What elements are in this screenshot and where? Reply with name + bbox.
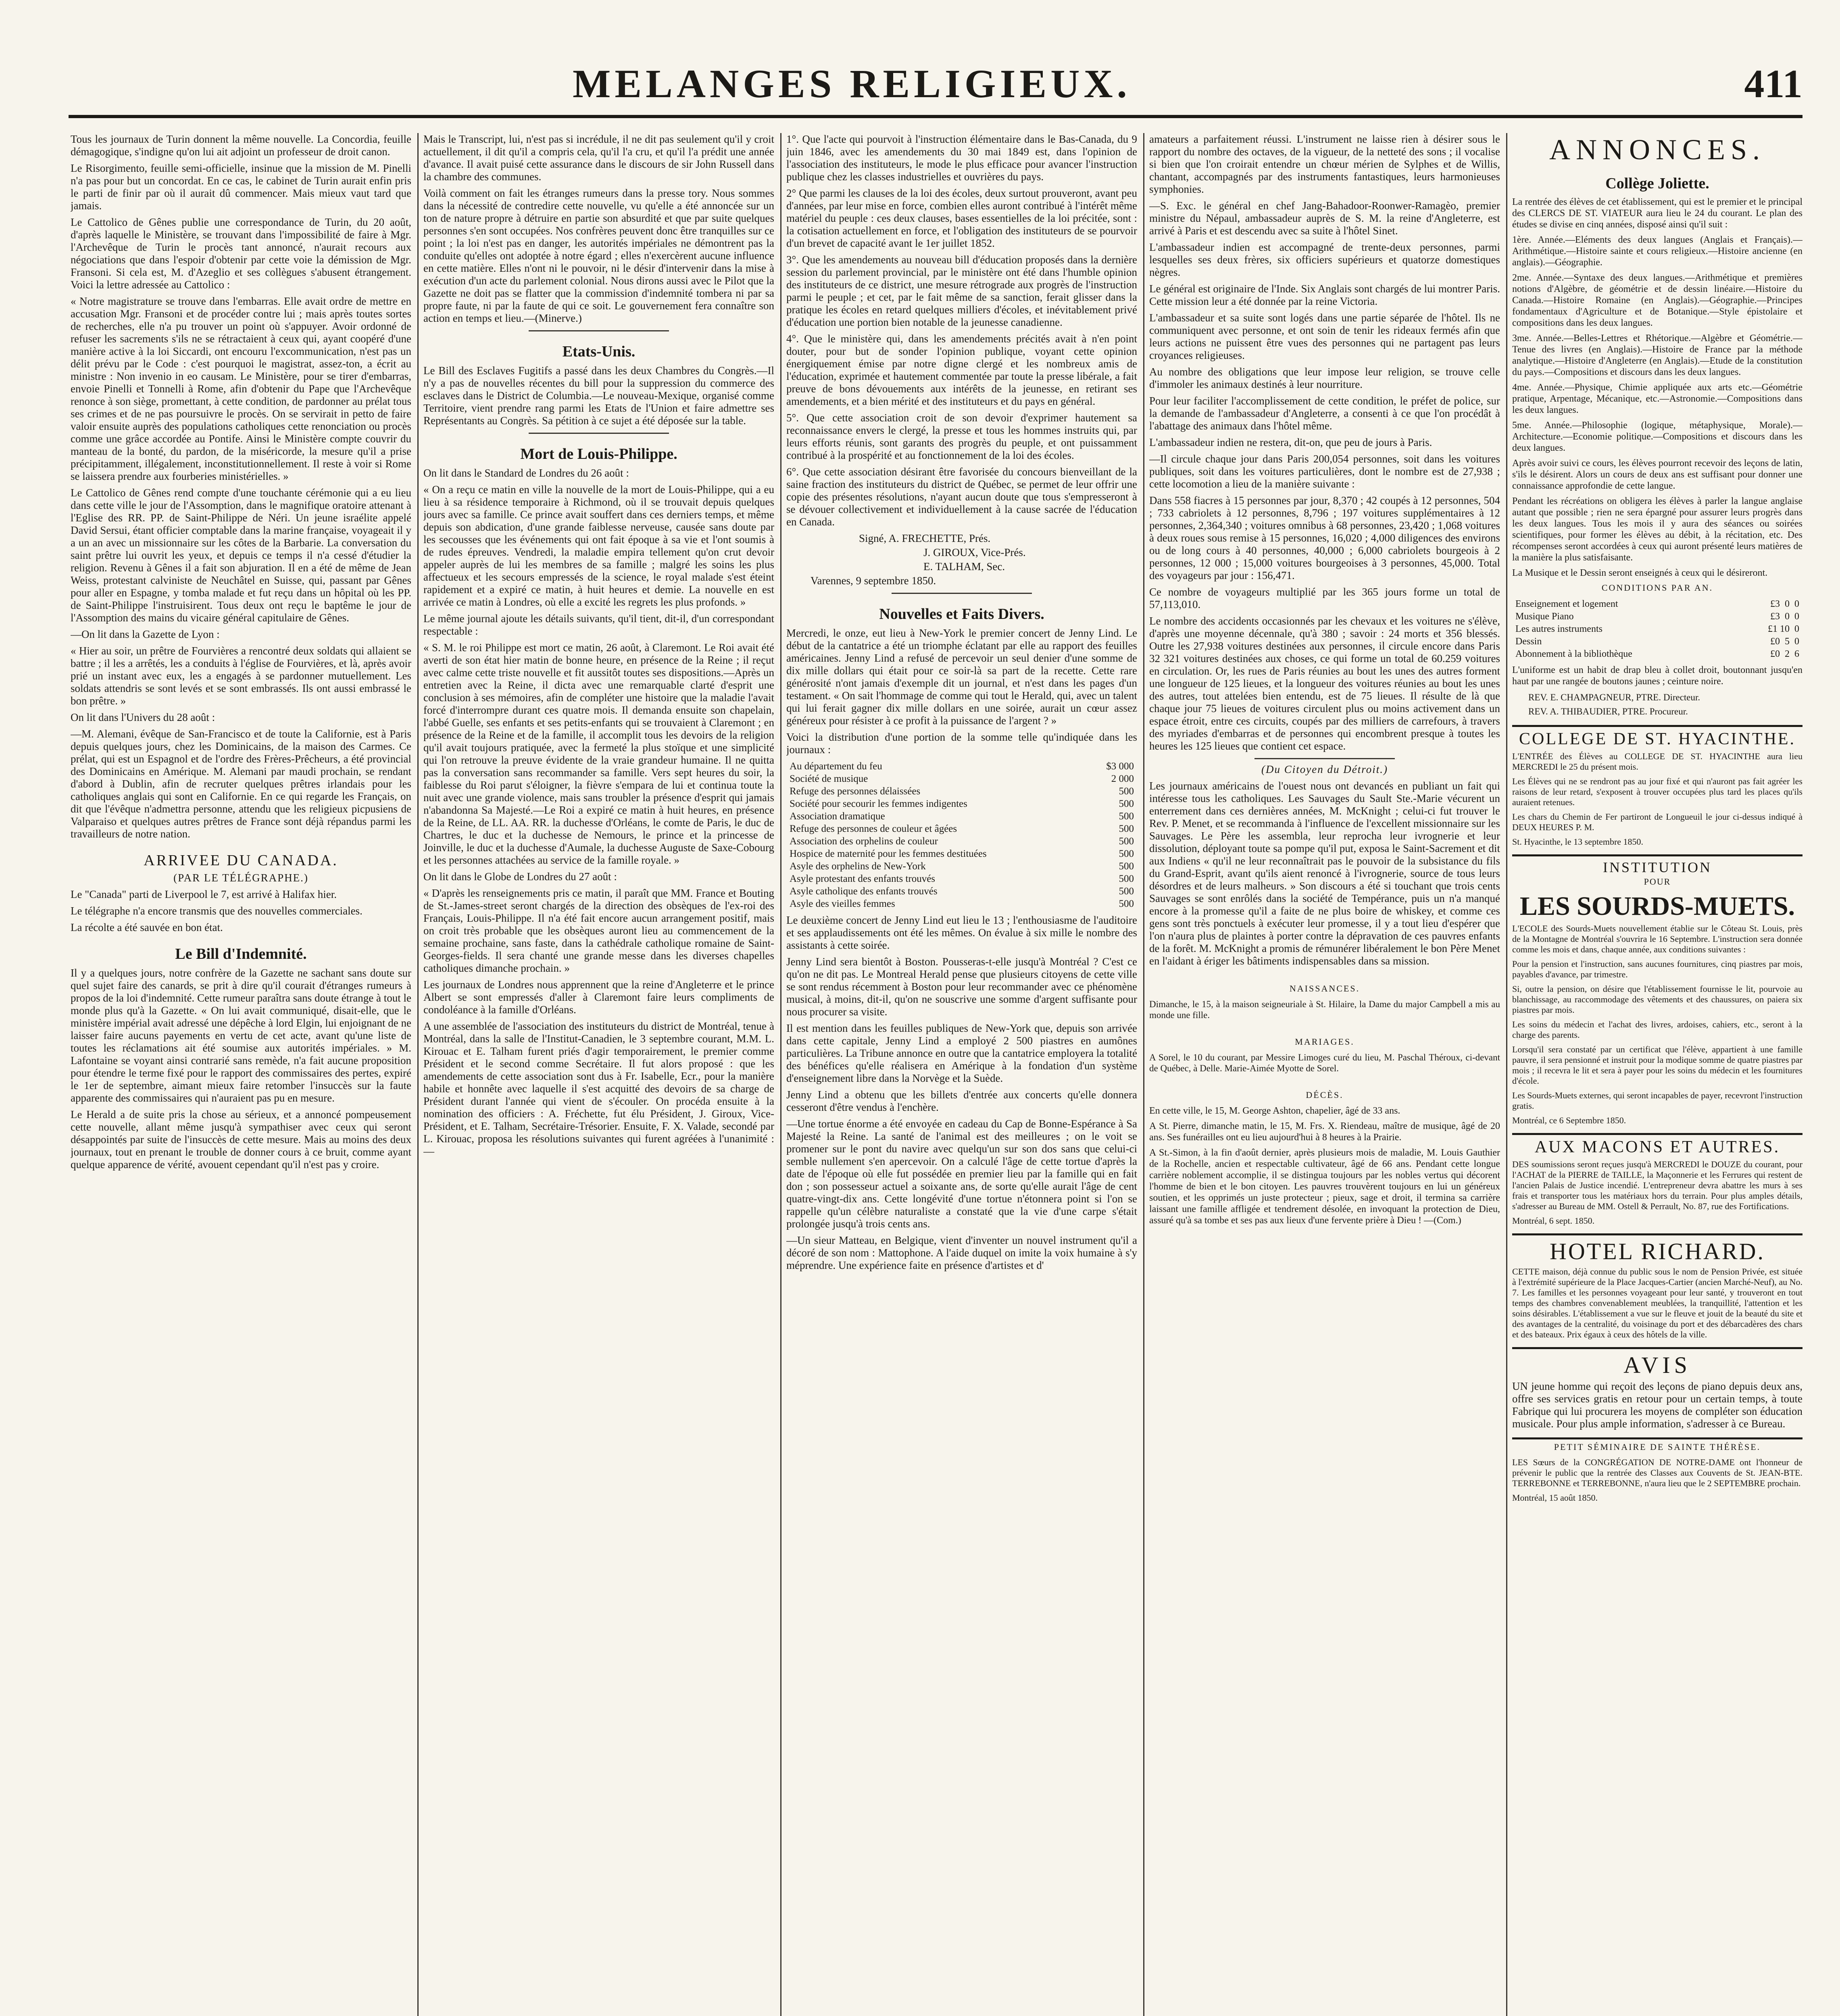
row-value: 500	[1119, 811, 1134, 822]
petit-seminaire-title: PETIT SÉMINAIRE DE SAINTE THÉRÈSE.	[1554, 1442, 1761, 1452]
paragraph: L'ambassadeur indien est accompagné de trente-deux personnes, parmi lesquelles ses deux frères, six officiers supérieurs et quatorze domestiques nègres.	[1149, 241, 1500, 278]
paragraph: « S. M. le roi Philippe est mort ce matin, 26 août, à Claremont. Le Roi avait été averti de son état hier matin de bonne heure, en présence de la Reine ; il reçut avec calme cette triste nouvelle et fit aussitôt toutes ses dispositions.—Après un entretien avec la Reine, il dicta avec une remarquable clarté d'esprit une conclusion à ses mémoires, afin de compléter une histoire que la maladie l'avait forcé d'interrompre durant ces quatre mois. Il demanda ensuite son chapelain, l'abbé Guelle, ses enfants et ses petits-enfants qui se trouvaient à Claremont ; en présence de la Reine et de la famille, il accomplit tous les devoirs de la religion qu'il avait toujours pratiquée, avec la fermeté la plus stoïque et une simplicité qui l'on retrouve la preuve évidente de la vraie grandeur humaine. Il ne quitta pas la conversation sans recommander sa famille. Vers sept heures du soir, la faiblesse du Roi parut s'éloigner, la fièvre s'empara de lui et continua toute la nuit avec une grande violence, mais sans troubler la présence d'esprit qui jamais n'abandonna Sa Majesté.—Le Roi a expiré ce matin à huit heures, en présence de la Reine, de LL. AA. RR. la duchesse d'Orléans, le comte de Paris, le duc de Chartres, le duc et la duchesse de Nemours, le prince et la princesse de Joinville, le duc et la duchesse d'Aumale, la duchesse Auguste de Saxe-Cobourg et les personnes attachées au service de la famille royale. »	[423, 641, 774, 866]
institution-title: INSTITUTION	[1603, 859, 1712, 875]
table-row	[786, 898, 1137, 910]
faits-title: Nouvelles et Faits Divers.	[879, 606, 1044, 623]
row-label: Société de musique	[790, 773, 868, 784]
mort-title: Mort de Louis-Philippe.	[520, 446, 677, 462]
paragraph: Le général est originaire de l'Inde. Six Anglais sont chargés de lui montrer Paris. Cette mission leur a été donnée par la reine Victoria.	[1149, 283, 1500, 307]
paragraph: Si, outre la pension, on désire que l'établissement fournisse le lit, pourvoie au blanchissage, au raccommodage des vêtements et des chaussures, on paiera six piastres par mois.	[1512, 984, 1802, 1015]
table-row	[786, 860, 1137, 873]
paragraph: La rentrée des élèves de cet établissement, qui est le premier et le principal des CLERCS DE ST. VIATEUR aura lieu le 24 du courant. Le plan des études se divise en cinq années, disposé ainsi qu'il suit :	[1512, 197, 1802, 230]
table-row	[786, 785, 1137, 798]
header-rule	[69, 115, 1802, 118]
paragraph: Le télégraphe n'a encore transmis que des nouvelles commerciales.	[71, 905, 363, 917]
column-3	[786, 133, 1137, 2016]
table-row	[1512, 598, 1802, 610]
paragraph: 5me. Année.—Philosophie (logique, métaphysique, Morale).—Architecture.—Economie politique.—Compositions et discours dans les deux langues.	[1512, 420, 1802, 453]
paragraph: Les Sourds-Muets externes, qui seront incapables de payer, recevront l'instruction gratis.	[1512, 1090, 1802, 1111]
paragraph: A St. Pierre, dimanche matin, le 15, M. Frs. X. Riendeau, maître de musique, âgé de 20 ans. Ses funérailles ont eu lieu aujourd'hui à 8 heures à la Prairie.	[1149, 1121, 1500, 1143]
paragraph: Montréal, 15 août 1850.	[1512, 1493, 1598, 1503]
table-row	[786, 835, 1137, 848]
paragraph: Il y a quelques jours, notre confrère de la Gazette ne sachant sans doute sur quel sujet faire des canards, se prit à dire qu'il courait d'étranges rumeurs à propos de la loi d'indemnité. Cette rumeur paraîtra sans doute étrange à tout le monde plus qu'à la Gazette. « On lui avait communiqué, disait-elle, que le ministère impérial avait adressé une dépêche à lord Elgin, lui enjoignant de ne laisser faire aucuns payements en vertu de cet acte, avant qu'une liste de toutes les réclamations ait été soumise aux autorités impériales. » M. Lafontaine se voyant ainsi contrarié sans remède, n'a fait aucune proposition pour étendre le terme fixé pour le rapport des commissaires des pertes, expiré le 1er de septembre, aimant mieux faire retomber l'insuccès sur la faute apparente des commissaires qui n'auraient pas pu en mesure.	[71, 967, 411, 1104]
row-value: 500	[1119, 848, 1134, 859]
row-value: 2 000	[1111, 773, 1134, 784]
paragraph: A St.-Simon, à la fin d'août dernier, après plusieurs mois de maladie, M. Louis Gauthier de la Rochelle, ancien et respectable cultivateur, âgé de 66 ans. Pendant cette longue carrière noblement accomplie, il se distingua toujours par les nobles vertus qui décorent l'homme de bien et le bon citoyen. Les pauvres trouvèrent toujours en lui un généreux soutien, et les opprimés un juste protecteur ; pieux, sage et droit, il termina sa carrière laissant une famille affligée et tendrement désolée, en invoquant la protection de Dieu, assuré qu'à sa tombe et ses pas aux lieux d'une fervente prière à Dieu ! —(Com.)	[1149, 1148, 1500, 1226]
distribution-table	[786, 760, 1137, 910]
paragraph: —S. Exc. le général en chef Jang-Bahadoor-Roonwer-Ramagèo, premier ministre du Népaul, ambassadeur auprès de S. M. la reine d'Angleterre, est arrivé à Paris et est descendu avec sa suite à l'hôtel Sinet.	[1149, 200, 1500, 237]
row-label: Musique Piano	[1515, 611, 1574, 622]
mariages-title: MARIAGES.	[1295, 1037, 1354, 1047]
separator	[1512, 1347, 1802, 1349]
row-value: 500	[1119, 836, 1134, 847]
pour-label: POUR	[1644, 877, 1671, 887]
bill-title: Le Bill d'Indemnité.	[175, 946, 307, 962]
paragraph: Le Bill des Esclaves Fugitifs a passé dans les deux Chambres du Congrès.—Il n'y a pas de nouvelles récentes du bill pour la suppression du commerce des esclaves dans le District de Columbia.—Le nouveau-Mexique, organisé comme Territoire, vient prendre rang parmi les Etats de l'Union et faire admettre ses Représentants au Congrès. Sa pétition à ce sujet a été déposée sur la table.	[423, 364, 774, 427]
column-divider	[780, 133, 781, 2016]
paragraph: 4°. Que le ministère qui, dans les amendements précités avait à n'en point douter, pour but de sonder l'opinion publique, voyant cette opinion énergiquement émise par notre digne clergé et les nombreux amis de l'éducation, exprimée et hautement commentée par toute la presse libérale, a fait preuve de bons dévouements aux intérêts de la jeunesse, en retirant ses amendements, et a bien mérité et des instituteurs et du pays en général.	[786, 333, 1137, 407]
row-label: Asyle des vieilles femmes	[790, 898, 895, 909]
paragraph: L'ambassadeur et sa suite sont logés dans une partie séparée de l'hôtel. Ils ne communiquent avec personne, et ont soin de tenir les rideaux fermés afin que leurs actions ne puissent être vues des personnes qui ne partagent pas leurs croyances religieuses.	[1149, 312, 1500, 361]
paragraph: amateurs a parfaitement réussi. L'instrument ne laisse rien à désirer sous le rapport du nombre des octaves, de la vigueur, de la netteté des sons ; il vocalise si bien que l'on croirait entendre un chœur mérien de Sylphes et de Willis, chantant, accompagnés par des instruments fantastiques, leurs harmonieuses symphonies.	[1149, 133, 1500, 195]
separator	[1512, 1233, 1802, 1235]
etats-title: Etats-Unis.	[562, 343, 636, 360]
paragraph: On lit dans le Standard de Londres du 26 août :	[423, 467, 629, 479]
row-label: Société pour secourir les femmes indigentes	[790, 798, 967, 809]
column-4	[1149, 133, 1500, 2016]
paragraph: « D'après les renseignements pris ce matin, il paraît que MM. France et Bouting de St.-James-street seront chargés de la direction des obsèques de l'ex-roi des Français, Louis-Philippe. Il n'a été fait encore aucun arrangement positif, mais on croit très probable que les obsèques auront lieu au commencement de la semaine prochaine, sans faste, dans la cathédrale catholique romaine de Saint-Georges-fields. Il sera chanté une grande messe dans les diverses chapelles catholiques dimanche prochain. »	[423, 887, 774, 974]
column-divider	[417, 133, 419, 2016]
row-value: £1 10 0	[1768, 624, 1799, 634]
row-value: 500	[1119, 898, 1134, 909]
paragraph: Lorsqu'il sera constaté par un certificat que l'élève, appartient à une famille pauvre, il sera pensionné et instruit pour la modique somme de quatre piastres par mois ; il recevra le lit et sera à payer pour les soins du médecin et les fournitures d'école.	[1512, 1044, 1802, 1086]
paragraph: Dans 558 fiacres à 15 personnes par jour, 8,370 ; 42 coupés à 12 personnes, 504 ; 733 cabriolets à 12 personnes, 8,796 ; 197 voitures supplémentaires à 12 personnes, 2,364,340 ; voitures omnibus à 68 personnes, 23,420 ; 1,068 voitures à deux roues sous remise à 15 personnes, 16,020 ; 4,000 diligences des environs ou de long cours à 40 personnes, 40,000 ; 6,000 cabriolets bourgeois à 2 personnes, 12 000 ; 15,000 voitures bourgeoises à 3 personnes, 45,000. Total des voyageurs par jour : 156,471.	[1149, 494, 1500, 581]
paragraph: 6°. Que cette association désirant être favorisée du concours bienveillant de la saine fraction des instituteurs du district de Québec, se permet de leur offrir une copie des présentes résolutions, n'ayant aucun doute que tous s'empresseront à se dévouer collectivement et individuellement à la cause sacrée de l'éducation en Canada.	[786, 466, 1137, 528]
row-label: Dessin	[1515, 636, 1542, 647]
paragraph: Mais le Transcript, lui, n'est pas si incrédule, il ne dit pas seulement qu'il y croit actuellement, il dit qu'il a compris cela, qu'il l'a cru, et qu'il l'a prédit une année d'avance. Il avait puisé cette assurance dans le discours de sir John Russell dans la chambre des communes.	[423, 133, 774, 183]
paragraph: —Il circule chaque jour dans Paris 200,054 personnes, soit dans les voitures publiques, soit dans les voitures particulières, dont le nombre est de 27,938 ; cette locomotion a lieu de la manière suivante :	[1149, 453, 1500, 490]
paragraph: 2me. Année.—Syntaxe des deux langues.—Arithmétique et premières notions d'Algèbre, de géométrie et de dessin linéaire.—Histoire du Canada.—Histoire Romaine (en Anglais).—Géographie.—Principes fondamentaux d'Agriculture et de Botanique.—Style épistolaire et compositions dans les deux langues.	[1512, 273, 1802, 328]
paragraph: DES soumissions seront reçues jusqu'à MERCREDI le DOUZE du courant, pour l'ACHAT de la PIERRE de TAILLE, la Maçonnerie et les Ferrures qui restent de l'ancien Palais de Justice incendié. L'entrepreneur devra abattre les murs à ses frais et transporter tous les matériaux hors du terrain. Pour plus amples détails, s'adresser au Bureau de MM. Ostell & Perrault, No. 87, rue des Fortifications.	[1512, 1159, 1802, 1211]
fees-table	[1512, 598, 1802, 660]
table-row	[786, 823, 1137, 835]
paragraph: —Un sieur Matteau, en Belgique, vient d'inventer un nouvel instrument qu'il a décoré de son nom : Mattophone. A l'aide duquel on imite la voix humaine à s'y méprendre. Une expérience faite en présence d'artistes et d'	[786, 1234, 1137, 1271]
page-number: 411	[1744, 61, 1802, 106]
deces-title: DÉCÈS.	[1306, 1090, 1344, 1100]
paragraph: Ce nombre de voyageurs multiplié par les 365 jours forme un total de 57,113,010.	[1149, 586, 1500, 610]
mariages-text: A Sorel, le 10 du courant, par Messire Limoges curé du lieu, M. Paschal Théroux, ci-devant de Québec, à Delle. Marie-Aimée Myotte de Sorel.	[1149, 1052, 1500, 1073]
conditions-title: CONDITIONS PAR AN.	[1601, 583, 1713, 593]
row-label: Asyle protestant des enfants trouvés	[790, 873, 936, 884]
paragraph: Pour leur faciliter l'accomplissement de cette condition, le préfet de police, sur la demande de l'ambassadeur d'Angleterre, a consenti à ce que l'on procédât à l'abattage des animaux dans l'hôtel même.	[1149, 395, 1500, 432]
table-row	[786, 848, 1137, 860]
row-label: Association dramatique	[790, 811, 885, 822]
joliette-title: Collège Joliette.	[1605, 175, 1709, 192]
table-row	[1512, 648, 1802, 660]
naissances-title: NAISSANCES.	[1289, 983, 1360, 993]
paragraph: Le "Canada" parti de Liverpool le 7, est arrivé à Halifax hier.	[71, 888, 337, 900]
paragraph: En cette ville, le 15, M. George Ashton, chapelier, âgé de 33 ans.	[1149, 1106, 1400, 1116]
paragraph: 2° Que parmi les clauses de la loi des écoles, deux surtout prouveront, avant peu d'années, par leur mise en force, combien elles auront contribué à l'intérêt même matériel du peuple : ces deux clauses, bases essentielles de la loi précitée, sont : la cotisation actuellement en force, et l'obligation des instituteurs de se pourvoir d'un brevet de capacité avant le 1er juillet 1852.	[786, 187, 1137, 249]
row-value: 500	[1119, 861, 1134, 872]
separator	[1512, 725, 1802, 727]
paragraph: Le Cattolico de Gênes publie une correspondance de Turin, du 20 août, d'après laquelle le Ministère, se trouvant dans l'impossibilité de faire à Mgr. l'Archevêque de Turin le procès tant annoncé, n'aurait recours aux négociations que dans l'espoir d'obtenir par cette voie la démission de Mgr. Fransoni. Si cela est, M. d'Azeglio et ses collègues s'abusent étrangement. Voici la lettre adressée au Cattolico :	[71, 216, 411, 291]
paragraph: 5°. Que cette association croit de son devoir d'exprimer hautement sa reconnaissance envers le clergé, la presse et tous les hommes instruits qui, par leurs efforts réunis, sont garants des progrès du peuple, et ont puissamment contribué à la prospérité et au fonctionnement de la loi des écoles.	[786, 412, 1137, 461]
row-label: Enseignement et logement	[1515, 599, 1618, 609]
row-label: Asyle catholique des enfants trouvés	[790, 886, 938, 897]
column-2	[423, 133, 774, 2016]
uniform-note: L'uniforme est un habit de drap bleu à collet droit, boutonnant jusqu'en haut par une rangée de boutons jaunes ; ceinture noire.	[1512, 665, 1802, 687]
signature-block: Signé, A. FRECHETTE, Prés. J. GIROUX, Vice-Prés. E. TALHAM, Sec. Varennes, 9 septembre 1850.	[811, 532, 1026, 587]
row-value: 500	[1119, 886, 1134, 897]
separator	[892, 593, 1032, 594]
column-divider	[1143, 133, 1144, 2016]
paragraph: L'ENTRÉE des Élèves au COLLEGE DE ST. HYACINTHE aura lieu MERCREDI le 25 du présent mois.	[1512, 751, 1802, 772]
row-label: Refuge des personnes de couleur et âgées	[790, 823, 957, 834]
paragraph: —Une tortue énorme a été envoyée en cadeau du Cap de Bonne-Espérance à Sa Majesté la Reine. La santé de l'animal est des meilleures ; on le voit se promener sur le pont du navire avec quelqu'un sur son dos sans que celui-ci semble nullement s'en apercevoir. On a calculé l'âge de cette tortue d'après la date de l'époque où elle fut possédée en premier lieu par la famille qui en fait don ; son possesseur actuel a soixante ans, de sorte qu'elle aurait l'âge de cent quatre-vingt-dix ans. Cette longévité d'une tortue n'étonnera point si l'on se rappelle qu'un célèbre naturaliste a constaté que la vie d'une carpe s'était prolongée jusqu'à trois cents ans.	[786, 1118, 1137, 1230]
table-row	[786, 773, 1137, 785]
paragraph: Les journaux américains de l'ouest nous ont devancés en publiant un fait qui intéresse tous les catholiques. Les Sauvages du Sault Ste.-Marie vécurent un enterrement dans ces dernières années, M. McKnight ; celui-ci fut trouver le Rev. P. Menet, et se recommanda à l'influence de l'excellent missionnaire sur les Sauvages. Le Père les assembla, leur reprocha leur ivrognerie et leur dissolution, déployant toute sa pompe qu'il put, exposa le Saint-Sacrement et dit aux Indiens « qu'il ne leur reconnaîtrait pas le pouvoir de la subsistance du fils du Grand-Esprit, avant qu'ils aient renoncé à l'ivrognerie, source de tous leurs désordres et de leurs malheurs. » Son discours a été si touchant que trois cents Sauvages se sont enrôlés dans la société de Tempérance, puis un n'a manqué encore à la promesse qu'il a faite de ne plus boire de whiskey, et comme ces gens sont très ponctuels à exécuter leur promesse, il y a tout lieu d'espérer que l'on n'aura plus de plaintes à porter contre la dépravation de ces pauvres enfants de la forêt. M. McKnight a promis de rémunérer libéralement le bon Père Menet en l'aidant à ériger les bâtiments indispensables dans sa mission.	[1149, 780, 1500, 967]
paragraph: La Musique et le Dessin seront enseignés à ceux qui le désireront.	[1512, 568, 1768, 578]
paragraph: Pour la pension et l'instruction, sans aucunes fournitures, cinq piastres par mois, payables d'avance, par trimestre.	[1512, 959, 1802, 979]
paragraph: Au nombre des obligations que leur impose leur religion, se trouve celle d'immoler les animaux destinés à leur nourriture.	[1149, 366, 1500, 390]
separator	[1512, 1437, 1802, 1439]
table-row	[786, 810, 1137, 823]
row-label: Au département du feu	[790, 761, 882, 772]
column-1	[71, 133, 411, 2016]
row-value: 500	[1119, 873, 1134, 884]
paragraph: Le deuxième concert de Jenny Lind eut lieu le 13 ; l'enthousiasme de l'auditoire et ses applaudissements ont été les mêmes. On évalue à six mille le nombre des assistants à cette soirée.	[786, 914, 1137, 951]
row-label: Les autres instruments	[1515, 624, 1602, 634]
row-value: 500	[1119, 798, 1134, 809]
row-value: £3 0 0	[1770, 611, 1799, 622]
masthead	[69, 60, 1802, 105]
paragraph: L'ECOLE des Sourds-Muets nouvellement établie sur le Côteau St. Louis, près de la Montagne de Montréal s'ouvrira le 16 Septembre. L'instruction sera donnée comme les mois et dans, chaque année, aux conditions suivantes :	[1512, 923, 1802, 954]
paragraph: La récolte a été sauvée en bon état.	[71, 921, 223, 933]
row-label: Hospice de maternité pour les femmes destituées	[790, 848, 987, 859]
paragraph: A une assemblée de l'association des instituteurs du district de Montréal, tenue à Montréal, dans la salle de l'Institut-Canadien, le 3 septembre courant, M.M. L. Kirouac et E. Talham furent priés d'agir temporairement, le premier comme Président et le second comme Secrétaire. Il fut alors proposé : que les amendements de cette association sont dus à Fr. Isabelle, Ecr., pour la manière habile et honnête avec laquelle il s'est acquitté des devoirs de sa charge de Président durant l'année qui vient de s'écouler. On procéda ensuite à la nomination des officiers : A. Fréchette, fut élu Président, J. Giroux, Vice-Président, et E. Talham, Secrétaire-Trésorier. Ensuite, F. X. Valade, secondé par L. Kirouac, proposa les résolutions suivantes qui furent agréées à l'unanimité :—	[423, 1020, 774, 1157]
paragraph: Le nombre des accidents occasionnés par les chevaux et les voitures ne s'élève, d'après une moyenne décennale, qu'à 380 ; savoir : 24 morts et 356 blessés. Outre les 27,938 voitures destinées aux personnes, il circule encore dans Paris 32 321 voitures destinées aux choses, ce qui forme un total de 60.259 voitures en circulation. Or, les rues de Paris réunies au bout les unes des autres forment une longueur de 125 lieues, et la longueur des voitures réunies au bout les unes des autres, tout attelées bien entendu, est de 75 lieues. Il résulte de là que chaque jour 75 lieues de voitures circulent plus ou moins activement dans un espace étroit, entre ces circuits, coupés par des milliers de carrefours, à travers des myriades d'embarras et de personnes qui encombrent presque à toutes les heures les 125 lieues que contient cet espace.	[1149, 615, 1500, 752]
macons-title: AUX MACONS ET AUTRES.	[1534, 1138, 1780, 1156]
column-divider	[1506, 133, 1507, 2016]
paragraph: 3me. Année.—Belles-Lettres et Rhétorique.—Algèbre et Géométrie.—Tenue des livres (en Anglais).—Histoire de France par la méthode analytique.—Histoire d'Angleterre (en Anglais).—Etude de la constitution du pays.—Compositions et discours dans les deux langues.	[1512, 333, 1802, 377]
paragraph: —M. Alemani, évêque de San-Francisco et de toute la Californie, est à Paris depuis quelques jours, chez les Dominicains, de la maison des Carmes. Ce prélat, qui est un Espagnol et de l'ordre des Frères-Prêcheurs, a été provincial des Dominicains en Amérique. M. Alemani par maudi prochain, se rendant d'abord à Dublin, afin de recruter quelques prêtres irlandais pour les catholiques anglais qui sont en Californie. En ce qui regarde les Français, on dit que l'évêque n'admettra personne, attendu que les religieux picpusiens de Valparaiso et quelques autres prêtres de France sont déjà répandus parmi les travailleurs de notre nation.	[71, 728, 411, 840]
paragraph: LES Sœurs de la CONGRÉGATION DE NOTRE-DAME ont l'honneur de prévenir le public que la rentrée des Classes aux Couvents de St. JEAN-BTE. TERREBONNE et TERREBONNE, n'aura lieu que le 2 SEPTEMBRE prochain.	[1512, 1457, 1802, 1488]
row-label: Refuge des personnes délaissées	[790, 786, 921, 797]
row-value: £0 5 0	[1770, 636, 1799, 647]
paragraph: Les journaux de Londres nous apprennent que la reine d'Angleterre et le prince Albert se sont empressés d'aller à Claremont faire leurs compliments de condoléance à la famille d'Orléans.	[423, 979, 774, 1016]
table-row	[786, 798, 1137, 810]
paragraph: Voilà comment on fait les étranges rumeurs dans la presse tory. Nous sommes dans la nécessité de contredire cette nouvelle, vu qu'elle a été annoncée sur un ton de nature propre à détruire en partie son absurdité et que par suite quelques personnes s'en sont occupées. Nos confrères peuvent donc être tranquilles sur ce point ; la loi n'est pas en danger, les autorités impériales ne démontrent pas la conduite qu'elles ont adoptée à notre égard ; elles n'exercèrent aucune influence en cette matière. Elles n'ont ni le pouvoir, ni le désir d'intervenir dans la mise à exécution d'un acte du parlement colonial. Nous dirons aussi avec le Pilot que la Gazette ne doit pas se flatter que la commission d'indemnité tombera ni par sa propre faute, ni par la faute de qui ce soit. Le gouvernement fera connaître son action en temps et lieu.—(Minerve.)	[423, 187, 774, 324]
separator	[529, 433, 669, 434]
paragraph: Pendant les récréations on obligera les élèves à parler la langue anglaise autant que possible ; rien ne sera épargné pour assurer leurs progrès dans les deux langues. Tous les mois il y aura des séances ou soirées scientifiques, pour former les élèves au débit, à la récitation, etc. Des récompenses seront accordées à ceux qui auront présenté leurs matières de la manière la plus satisfaisante.	[1512, 496, 1802, 563]
signature: REV. E. CHAMPAGNEUR, PTRE. Directeur.	[1528, 692, 1700, 702]
separator	[1512, 1133, 1802, 1135]
separator	[1254, 758, 1395, 759]
paragraph: Jenny Lind a obtenu que les billets d'entrée aux concerts qu'elle donnera cesseront d'être vendus à l'enchère.	[786, 1089, 1137, 1113]
hyacinthe-title: COLLEGE DE ST. HYACINTHE.	[1519, 730, 1796, 748]
row-label: Asyle des orphelins de New-York	[790, 861, 926, 872]
paragraph: Tous les journaux de Turin donnent la même nouvelle. La Concordia, feuille démagogique, s'indigne qu'on lui ait adjoint un professeur de droit canon.	[71, 133, 411, 158]
paragraph: Montréal, ce 6 Septembre 1850.	[1512, 1115, 1626, 1125]
table-row	[1512, 623, 1802, 635]
paragraph: Le Cattolico de Gênes rend compte d'une touchante cérémonie qui a eu lieu dans cette ville le jour de l'Assomption, dans le magnifique oratoire attenant à l'Eglise des RR. PP. de Saint-Philippe de Néri. Un jeune israélite appelé David Sersui, étant officier comptable dans la marine française, voyageait il y a un an avec un missionnaire sur les côtes de la Barbarie. La conversation du saint prêtre lui ouvrit les yeux, et depuis ce temps il n'a cessé d'étudier la religion. Revenu à Gênes il a fait son abjuration. Il en a été de même de Jean Weiss, protestant calviniste de Neuchâtel en Suisse, qui, passant par Gênes pour aller en Espagne, y tomba malade et fut reçu dans un hôpital où les PP. de Saint-Philippe l'instruisirent. Tous deux ont reçu le baptême le jour de l'Assomption des mains du vicaire général capitulaire de Gênes.	[71, 487, 411, 624]
paragraph: L'ambassadeur indien ne restera, dit-on, que peu de jours à Paris.	[1149, 436, 1432, 448]
avis-title: AVIS	[1623, 1352, 1691, 1378]
naissances-text: Dimanche, le 15, à la maison seigneuriale à St. Hilaire, la Dame du major Campbell a mis au monde une fille.	[1149, 999, 1500, 1020]
row-value: 500	[1119, 786, 1134, 797]
richard-title: HOTEL RICHARD.	[1550, 1238, 1765, 1264]
paragraph: On lit dans l'Univers du 28 août :	[71, 711, 215, 723]
paragraph: 4me. Année.—Physique, Chimie appliquée aux arts etc.—Géométrie pratique, Arpentage, Mécanique, etc.—Astronomie.—Compositions dans les deux langues.	[1512, 382, 1802, 415]
page-title: MELANGES RELIGIEUX.	[573, 61, 1131, 106]
paragraph: « On a reçu ce matin en ville la nouvelle de la mort de Louis-Philippe, qui a eu lieu à sa résidence temporaire à Richmond, où il se trouvait depuis quelques jours avec sa famille. Ce prince avait souffert dans ces derniers temps, et même depuis son abdication, d'une grande faiblesse nerveuse, causée sans doute par les secousses que les événements qui ont fait époque à sa vie et l'ont soumis à de rudes épreuves. Vendredi, la maladie empira tellement qu'on crut devoir appeler auprès de lui les membres de sa famille ; malgré les soins les plus affectueux et les secours empressés de la science, le royal malade s'est éteint rapidement et a expiré ce matin, à huit heures et demie. La nouvelle en est arrivée ce matin à Londres, où elle a excité les regrets les plus profonds. »	[423, 483, 774, 608]
row-value: 500	[1119, 823, 1134, 834]
paragraph: Les Élèves qui ne se rendront pas au jour fixé et qui n'auront pas fait agréer les raisons de leur retard, s'exposent à trouver occupées plus tard les places qu'ils auraient retenues.	[1512, 776, 1802, 807]
paragraph: « Hier au soir, un prêtre de Fourvières a rencontré deux soldats qui allaient se battre ; il les a arrêtés, les a conduits à l'église de Fourvières, et là, après avoir prié un instant avec eux, les a engagés à se pardonner mutuellement. Les soldats attendris se sont levés et se sont embrassés. Ils ont aussi embrassé le bon prêtre. »	[71, 645, 411, 707]
row-value: £0 2 6	[1770, 649, 1799, 659]
table-row	[1512, 610, 1802, 623]
arrivee-title: ARRIVEE DU CANADA.	[144, 852, 338, 869]
paragraph: Jenny Lind sera bientôt à Boston. Pousseras-t-elle jusqu'à Montréal ? C'est ce qu'on ne dit pas. Le Montreal Herald pense que plusieurs citoyens de cette ville se sont rendus récemment à Boston pour leur recommander avec ce phénomène musical, à moins, dit-il, qu'on ne souscrive une somme d'argent suffisante pour nous procurer sa visite.	[786, 956, 1137, 1018]
paragraph: 3°. Que les amendements au nouveau bill d'éducation proposés dans la dernière session du parlement provincial, par le ministère ont été dans l'humble opinion des instituteurs de ce district, une mesure rétrograde aux progrès de l'instruction parmi le peuple ; et cet, par le fait même de sa sanction, ferait glisser dans la pratique les écoles en retard quelques milliers d'écoles, et inévitablement privé d'éducation une portion bien notable de la jeunesse canadienne.	[786, 254, 1137, 328]
paragraph: 1ère. Année.—Eléments des deux langues (Anglais et Français).—Arithmétique.—Histoire sainte et cours religieux.—Histoire ancienne (en anglais).—Géographie.	[1512, 235, 1802, 268]
citoyen-credit: (Du Citoyen du Détroit.)	[1261, 763, 1388, 775]
paragraph: UN jeune homme qui reçoit des leçons de piano depuis deux ans, offre ses services gratis en retour pour un certain temps, à toute Fabrique qui lui procurera les moyens de compléter son éducation musicale. Pour plus ample information, s'adresser à ce Bureau.	[1512, 1380, 1802, 1430]
paragraph: « Notre magistrature se trouve dans l'embarras. Elle avait ordre de mettre en accusation Mgr. Fransoni et de procéder contre lui ; mais après toutes sortes de recherches, elle n'a pu trouver un point où s'appuyer. Avoir ordonné de refuser les sacrements s'ils ne se rétractaient à ceux qui, ayant coopéré d'une manière active à la loi Siccardi, ont encouru l'excommunication, n'est pas un délit prévu par le Code : c'est pourquoi le magistrat, assez-ton, a écrit au ministre : Non invenio in eo causam. Le Ministère, pour se tirer d'embarras, envoie Pinelli et Tonnelli à Rome, afin d'obtenir du Pape que l'Archevêque renonce à son siège, promettant, à cette condition, de pardonner au prélat tous ses crimes et de ne pas poursuivre le procès. On se servirait in petto de faire valoir ensuite auprès des populations catholiques cette renonciation ou procès comme une grâce accordée au Pontife. Ainsi le Ministère compte couvrir du manteau de la bonté, du pardon, de la miséricorde, la mesure qu'il a prise précipitamment, illégalement, inconstitutionnellement. Il reste à voir si Rome se laissera prendre aux fourberies ministérielles. »	[71, 295, 411, 482]
row-label: Association des orphelins de couleur	[790, 836, 938, 847]
sourds-title: LES SOURDS-MUETS.	[1519, 891, 1795, 921]
table-row	[786, 873, 1137, 885]
paragraph: Les chars du Chemin de Fer partiront de Longueuil le jour ci-dessus indiqué à DEUX HEURES P. M.	[1512, 812, 1802, 832]
annonces-title: ANNONCES.	[1549, 133, 1766, 166]
paragraph: 1°. Que l'acte qui pourvoit à l'instruction élémentaire dans le Bas-Canada, du 9 juin 1846, avec les amendements du 30 mai 1849 est, dans l'opinion de l'association des instituteurs, le mode le plus efficace pour avancer l'instruction publique chez les classes industrielles et ouvrières du pays.	[786, 133, 1137, 183]
column-5-annonces	[1512, 133, 1802, 2016]
paragraph: Le même journal ajoute les détails suivants, qu'il tient, dit-il, d'un correspondant respectable :	[423, 612, 774, 637]
paragraph: Mercredi, le onze, eut lieu à New-York le premier concert de Jenny Lind. Le début de la cantatrice a été un triomphe éclatant par elle au rapport des feuilles américaines. Jenny Lind a refusé de percevoir un seul denier d'une somme de dix mille dollars qui était pour ce soir-là sa part de la recette. Cette rare générosité n'ont jamais d'exemple dit un journal, et n'est dans les pages d'un testament. « On sait l'hommage de comme qui tout le Herald, qui, avec un talent qui lui ferait gagner dix mille dollars en une soirée, aurait un cœur assez généreux pour résister à ce profit à la puissance de l'argent ? »	[786, 627, 1137, 727]
arrivee-subtitle: (PAR LE TÉLÉGRAPHE.)	[173, 872, 308, 884]
paragraph: On lit dans le Globe de Londres du 27 août :	[423, 871, 617, 883]
separator	[1512, 854, 1802, 856]
paragraph: St. Hyacinthe, le 13 septembre 1850.	[1512, 837, 1644, 847]
paragraph: Voici la distribution d'une portion de la somme telle qu'indiquée dans les journaux :	[786, 731, 1137, 756]
table-row	[1512, 635, 1802, 648]
table-row	[786, 885, 1137, 898]
signature: REV. A. THIBAUDIER, PTRE. Procureur.	[1528, 706, 1688, 716]
row-label: Abonnement à la bibliothèque	[1515, 649, 1632, 659]
separator	[529, 330, 669, 331]
paragraph: Les soins du médecin et l'achat des livres, ardoises, cahiers, etc., seront à la charge des parents.	[1512, 1019, 1802, 1040]
paragraph: Montréal, 6 sept. 1850.	[1512, 1216, 1595, 1226]
paragraph: Il est mention dans les feuilles publiques de New-York que, depuis son arrivée dans cette capitale, Jenny Lind a employé 2 500 piastres en aumônes particulières. La Tribune annonce en outre que la cantatrice employera la totalité des bénéfices qu'elle réalisera en Amérique à la fondation d'un système d'enseignement libre dans la Norvège et la Suède.	[786, 1022, 1137, 1084]
paragraph: Le Risorgimento, feuille semi-officielle, insinue que la mission de M. Pinelli n'a pas pour but un concordat. En ce cas, le cabinet de Turin aurait enfin pris le parti de finir par où il aurait dû commencer. Mais mieux vaut tard que jamais.	[71, 162, 411, 212]
paragraph: Le Herald a de suite pris la chose au sérieux, et a annoncé pompeusement cette nouvelle, allant même jusqu'à sympathiser avec ceux qui seront désappointés par suite de l'insuccès de cette mesure. Mais au moins des deux journaux, tout en prenant le trouble de donner cours à ce bruit, comme ayant quelque apparence de vérité, avouent cependant qu'il n'est pas y croire.	[71, 1108, 411, 1170]
paragraph: CETTE maison, déjà connue du public sous le nom de Pension Privée, est située à l'extrémité supérieure de la Place Jacques-Cartier (ancien Marché-Neuf), au No. 7. Les familles et les personnes voyageant pour leur santé, y trouveront en tout temps des chambres convenablement meublées, la tranquillité, l'attention et les soins désirables. L'établissement a vue sur le fleuve et jouit de la beauté du site et des avantages de la centralité, du voisinage du port et des débarcadères des chars et des bateaux. Prix égaux à ceux des hôtels de la ville.	[1512, 1266, 1802, 1339]
row-value: $3 000	[1106, 761, 1134, 772]
paragraph: Après avoir suivi ce cours, les élèves pourront recevoir des leçons de latin, s'ils le désirent. Alors un cours de deux ans est suffisant pour donner une connaissance approfondie de cette langue.	[1512, 458, 1802, 491]
row-value: £3 0 0	[1770, 599, 1799, 609]
paragraph: —On lit dans la Gazette de Lyon :	[71, 628, 220, 640]
table-row	[786, 760, 1137, 773]
